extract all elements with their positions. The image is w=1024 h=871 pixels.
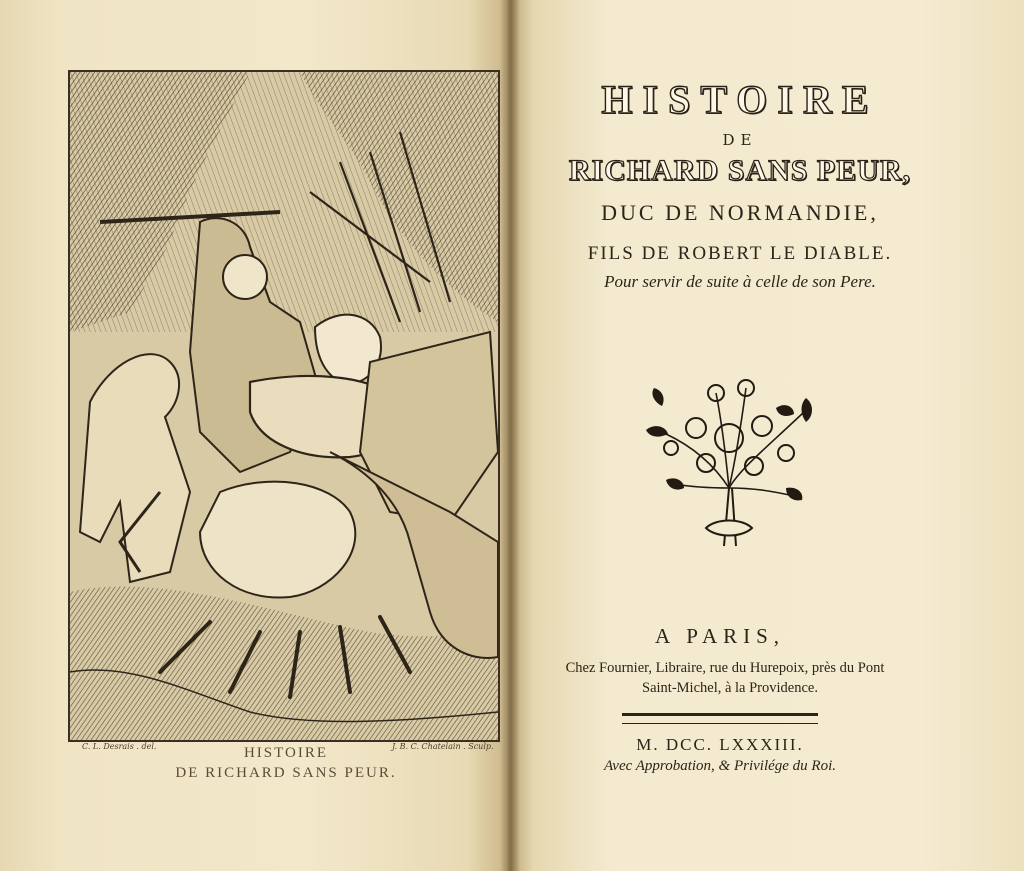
plate-title-line2: DE RICHARD SANS PEUR. — [175, 765, 397, 781]
title-de: DE — [722, 131, 758, 149]
plate-credit-engraver: J. B. C. Chatelain . Sculp. — [392, 742, 494, 751]
plate-credit-designer: C. L. Desrais . del. — [82, 742, 157, 751]
title-name: RICHARD SANS PEUR, — [568, 154, 912, 187]
frontispiece-engraving — [68, 70, 500, 742]
divider-rule — [622, 713, 818, 724]
book-title: HISTOIRE — [601, 77, 879, 122]
left-page — [0, 0, 508, 871]
book-gutter — [500, 0, 520, 871]
knight-battle-engraving-icon — [70, 72, 498, 740]
flower-bouquet-icon — [636, 368, 822, 552]
title-duc: DUC DE NORMANDIE, — [601, 200, 879, 225]
title-fils: FILS DE ROBERT LE DIABLE. — [587, 243, 893, 264]
plate-title-line1: HISTOIRE — [243, 745, 329, 761]
approbation-line: Avec Approbation, & Privilége du Roi. — [603, 758, 837, 774]
imprint-date: M. DCC. LXXXIII. — [636, 735, 804, 754]
imprint-address: Saint-Michel, à la Providence. — [642, 680, 818, 696]
imprint-city: A PARIS, — [654, 624, 786, 648]
subtitle: Pour servir de suite à celle de son Pere. — [604, 272, 876, 291]
imprint-publisher: Chez Fournier, Libraire, rue du Hurepoix, près du Pont — [565, 660, 885, 676]
